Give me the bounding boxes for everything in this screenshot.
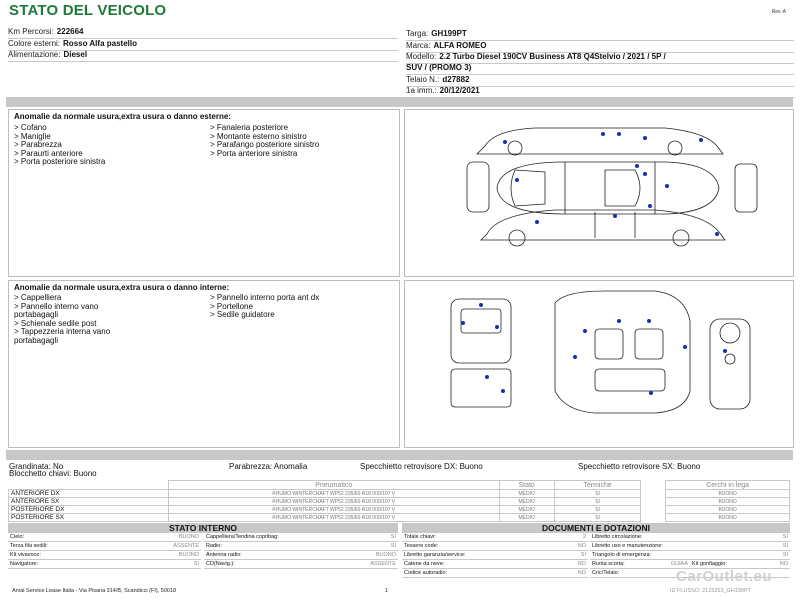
stato-interno-title: STATO INTERNO <box>8 523 398 533</box>
internal-damage-list-2: > Pannello interno porta ant dx > Portellone > Sedile guidatore <box>210 293 320 320</box>
tyres-header-row <box>9 481 790 490</box>
tyres-table <box>8 480 790 522</box>
external-diagram-panel <box>404 109 794 277</box>
interno-cielo: Cielo: BUONO <box>10 534 199 540</box>
car-interior-diagram <box>405 281 793 447</box>
specchietto-sx-status: Specchietto retrovisore SX: Buono <box>578 462 701 471</box>
doc-codice-autoradio: Codice autoradio: NO <box>404 570 586 576</box>
doc-kit-gonfiaggio: Kit gonfiaggio: NO <box>692 561 788 567</box>
interno-kit-vivavoce: Kit vivavoce: BUONO <box>10 552 199 558</box>
doc-tessere-code: Tessere code: NO <box>404 543 586 549</box>
header-termiche: Termiche <box>554 481 640 490</box>
internal-damage-panel <box>8 280 400 448</box>
header-pneumatico: Pneumatico <box>169 481 500 490</box>
info-targa: Targa: GH199PT <box>406 28 794 41</box>
revision-label: Rev. A <box>771 9 786 15</box>
grandinata-status: Grandinata: No <box>9 462 64 471</box>
doc-libretto-garanzia: Libretto garanzia/service: SI <box>404 552 586 558</box>
section-divider <box>6 97 793 107</box>
blocchetto-status: Blocchetto chiavi: Buono <box>9 469 97 478</box>
interno-cd: CD(Navig.): ASSENTE <box>206 561 396 567</box>
footer-company: Arval Service Lease Italia - Via Pisana 314/B, Scandicci (FI), 50018 <box>12 588 177 594</box>
internal-damage-title: Anomalie da normale usura,extra usura o danno interne: <box>14 283 230 292</box>
info-alimentazione: Alimentazione: Diesel <box>8 49 398 62</box>
table-row: ANTERIORE SX KHUMO WINTERCRAFT WP52 235/60 R18 000/107 V MEDIO SI BUONO <box>9 498 790 506</box>
doc-libretto-circolazione: Libretto circolazione: SI <box>592 534 788 540</box>
header-cerchi: Cerchi in lega <box>666 481 790 490</box>
internal-damage-list-1: > Cappelliera > Pannello interno vano portabagagli > Schienale sedile post > Tappezzeria interna vano portabagagli <box>14 293 111 345</box>
doc-catene: Catene da neve: NO <box>404 561 586 567</box>
info-modello: Modello: 2.2 Turbo Diesel 190CV Business AT8 Q4Stelvio / 2021 / 5P / <box>406 51 794 64</box>
internal-diagram-panel <box>404 280 794 448</box>
documenti-title: DOCUMENTI E DOTAZIONI <box>402 523 790 533</box>
specchietto-dx-status: Specchietto retrovisore DX: Buono <box>360 462 483 471</box>
info-km: Km Percorsi: 222664 <box>8 26 398 39</box>
table-row: POSTERIORE DX KHUMO WINTERCRAFT WP52 235/60 R18 000/107 V MEDIO SI BUONO <box>9 506 790 514</box>
external-damage-panel <box>8 109 400 277</box>
external-damage-list-1: > Cofano > Maniglie > Parabrezza > Paraurti anteriore > Porta posteriore sinistra <box>14 123 106 167</box>
external-damage-list-2: > Fanaleria posteriore > Montante esterno sinistro > Parafango posteriore sinistro > Porta anteriore sinistra <box>210 123 320 158</box>
footer-reference: ID FLUSSO: 2123253_GH199PT <box>670 588 752 594</box>
section-divider-2 <box>6 450 793 460</box>
table-row: POSTERIORE SX KHUMO WINTERCRAFT WP52 235/60 R18 000/107 V MEDIO SI BUONO <box>9 514 790 522</box>
info-telaio: Telaio N.: d27882 <box>406 74 794 87</box>
footer-page-number: 1 <box>385 588 389 594</box>
table-row: ANTERIORE DX KHUMO WINTERCRAFT WP52 235/60 R18 000/107 V MEDIO SI BUONO <box>9 490 790 498</box>
interno-terza-fila: Terza fila sedili: ASSENTE <box>10 543 199 549</box>
info-immatricolazione: 1a imm.: 20/12/2021 <box>406 85 794 98</box>
interno-antenna: Antenna radio: BUONO <box>206 552 396 558</box>
info-colore: Colore esterni: Rosso Alfa pastello <box>8 38 398 51</box>
parabrezza-status: Parabrezza: Anomalia <box>229 462 308 471</box>
doc-totale-chiavi: Totale chiavi: 2 <box>404 534 586 540</box>
doc-libretto-uso: Libretto uso e manutenzione: SI <box>592 543 788 549</box>
doc-ruota-scorta: Ruota scorta: GUIAA <box>592 561 688 567</box>
watermark-logo: CarOutlet.eu <box>676 568 773 585</box>
interno-cappelliera: Cappelliera/Tendina copribag: SI <box>206 534 396 540</box>
car-exterior-diagram <box>405 110 793 276</box>
header-stato: Stato <box>499 481 554 490</box>
doc-triangolo: Triangolo di emergenza: SI <box>592 552 788 558</box>
doc-cric: Cric/Telaio: <box>590 569 790 578</box>
info-modello-cont: SUV / (PROMO 3) <box>406 62 794 75</box>
info-marca: Marca: ALFA ROMEO <box>406 40 794 53</box>
interno-radio: Radio: SI <box>206 543 396 549</box>
external-damage-title: Anomalie da normale usura,extra usura o danno esterne: <box>14 112 231 121</box>
interno-navigatore: Navigatore: SI <box>10 561 199 567</box>
page-title: STATO DEL VEICOLO <box>9 2 167 19</box>
